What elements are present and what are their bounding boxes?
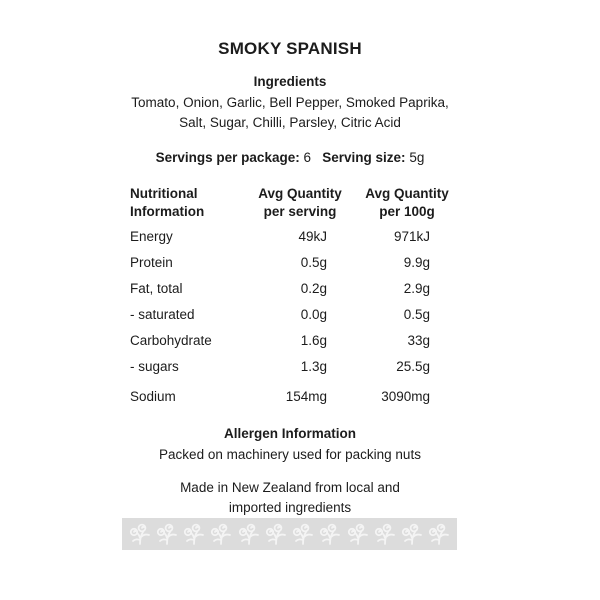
table-row-protein xyxy=(130,255,440,273)
flower-icon xyxy=(128,522,152,546)
row-per-serving: 154mg xyxy=(285,389,327,404)
allergen-heading: Allergen Information xyxy=(223,426,356,441)
header-per-100g xyxy=(352,185,462,221)
flower-icon xyxy=(400,522,424,546)
flower-icon xyxy=(318,522,342,546)
row-label: Protein xyxy=(130,255,173,270)
flower-icon xyxy=(182,522,206,546)
row-label: Sodium xyxy=(130,389,176,404)
row-label: - saturated xyxy=(130,307,195,322)
ingredients-heading: Ingredients xyxy=(253,74,327,89)
serving-size-value: 5g xyxy=(409,150,425,165)
row-per-100g: 9.9g xyxy=(403,255,430,270)
row-label: Energy xyxy=(130,229,173,244)
table-row-sugars xyxy=(130,359,440,377)
header-serving-line-1: Avg Quantity xyxy=(258,186,342,201)
flower-icon xyxy=(155,522,179,546)
flower-icon xyxy=(373,522,397,546)
flower-icon xyxy=(209,522,233,546)
row-per-100g: 3090mg xyxy=(381,389,430,404)
origin-line-2: imported ingredients xyxy=(228,500,352,515)
header-100g-line-2: per 100g xyxy=(379,204,435,219)
table-row-fat-total xyxy=(130,281,440,299)
row-per-serving: 1.3g xyxy=(300,359,327,374)
flower-icon xyxy=(237,522,261,546)
row-per-serving: 0.0g xyxy=(300,307,327,322)
row-per-serving: 49kJ xyxy=(298,229,327,244)
ingredients-list-line-1: Tomato, Onion, Garlic, Bell Pepper, Smoked Paprika, xyxy=(131,95,449,110)
table-row-sodium xyxy=(130,389,440,407)
row-per-serving: 0.5g xyxy=(300,255,327,270)
row-label: Carbohydrate xyxy=(130,333,212,348)
row-per-serving: 1.6g xyxy=(300,333,327,348)
flower-icon xyxy=(346,522,370,546)
row-label: - sugars xyxy=(130,359,179,374)
flower-icon xyxy=(264,522,288,546)
servings-info xyxy=(0,150,580,165)
flower-icon xyxy=(427,522,451,546)
row-per-100g: 2.9g xyxy=(403,281,430,296)
decorative-flower-band xyxy=(122,518,457,550)
origin-line-1: Made in New Zealand from local and xyxy=(180,480,400,495)
row-per-100g: 33g xyxy=(407,333,430,348)
table-row-saturated xyxy=(130,307,440,325)
row-per-100g: 971kJ xyxy=(393,229,430,244)
header-label-line-1: Nutritional xyxy=(130,186,198,201)
ingredients-list-line-2: Salt, Sugar, Chilli, Parsley, Citric Acid xyxy=(179,115,401,130)
table-row-energy xyxy=(130,229,440,247)
servings-per-package-value: 6 xyxy=(303,150,311,165)
row-per-100g: 25.5g xyxy=(396,359,430,374)
flower-icon xyxy=(291,522,315,546)
header-100g-line-1: Avg Quantity xyxy=(365,186,449,201)
header-serving-line-2: per serving xyxy=(263,204,337,219)
header-per-serving xyxy=(245,185,355,221)
row-per-100g: 0.5g xyxy=(403,307,430,322)
table-row-carbohydrate xyxy=(130,333,440,351)
header-nutritional-information xyxy=(130,185,204,221)
product-title: SMOKY SPANISH xyxy=(218,39,362,58)
row-per-serving: 0.2g xyxy=(300,281,327,296)
header-label-line-2: Information xyxy=(130,204,205,219)
row-label: Fat, total xyxy=(130,281,183,296)
allergen-statement: Packed on machinery used for packing nuts xyxy=(159,447,421,462)
servings-per-package-label: Servings per package: xyxy=(155,150,300,165)
serving-size-label: Serving size: xyxy=(322,150,406,165)
